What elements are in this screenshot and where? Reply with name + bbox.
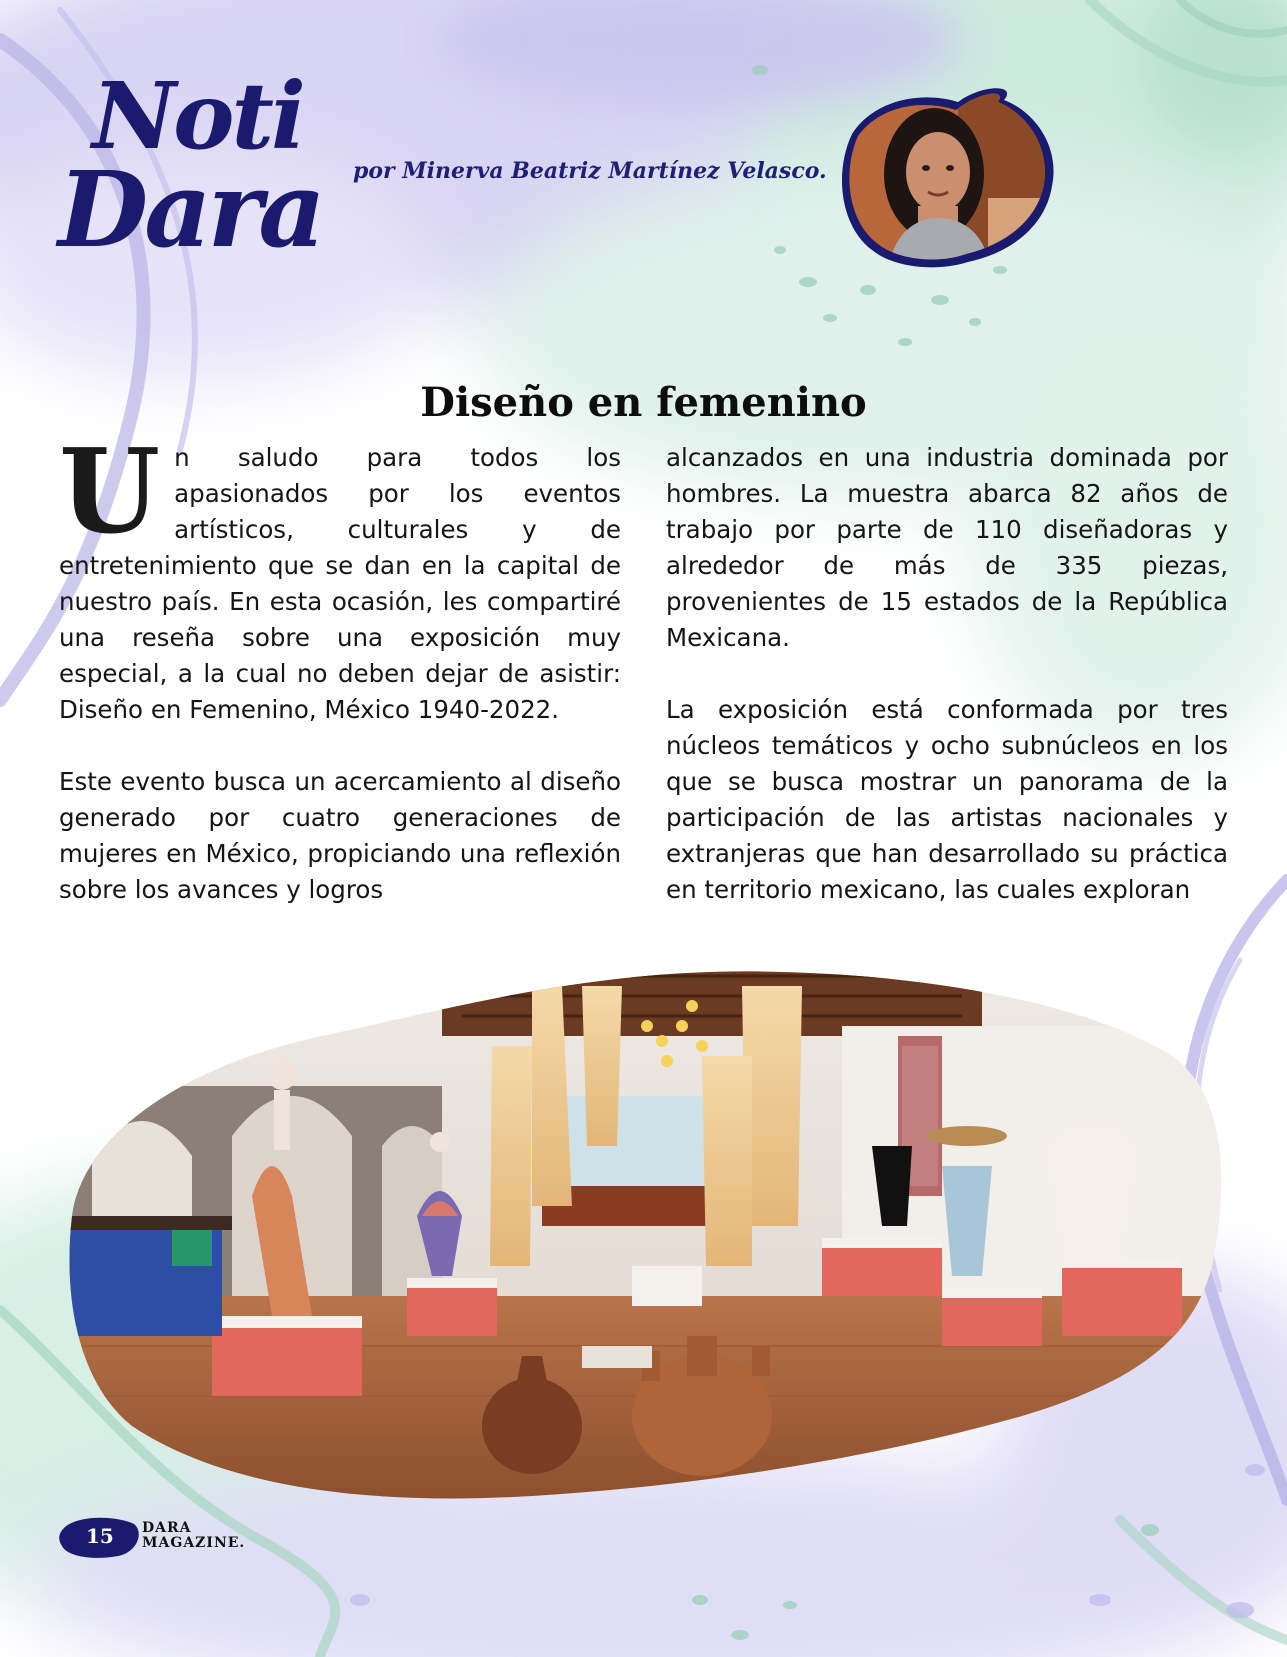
author-portrait (838, 88, 1054, 268)
noti-dara-logo (58, 62, 358, 280)
paragraph-exhibition: La exposición está conformada por tres núcleos temáticos y ocho subnúcleos en los que se busca mostrar un panorama de la participación de las artistas nacionales y extranjeras que han desarrollado su práctica en territorio mexicano, las cuales exploran (666, 695, 1228, 904)
brand-line-magazine: MAGAZINE. (142, 1535, 246, 1551)
paragraph-sample: alcanzados en una industria dominada por hombres. La muestra abarca 82 años de trabajo por parte de 110 diseñadoras y alrededor de más de 335 piezas, provenientes de 15 estados de la República Mexicana. (666, 443, 1228, 652)
article-column-left (59, 424, 621, 944)
page-footer (58, 1514, 268, 1564)
exhibition-photo (62, 966, 1228, 1504)
paragraph-intro-text: n saludo para todos los apasionados por los eventos artísticos, culturales y de entretenimiento que se dan en la capital de nuestro país. En esta ocasión, les compartiré una reseña sobre una exposición muy especial, a la cual no deben dejar de asistir: Diseño en Femenino, México 1940-2022. (59, 443, 621, 724)
logo-line-dara: Dara (58, 148, 322, 271)
paragraph-event: Este evento busca un acercamiento al diseño generado por cuatro generaciones de mujeres en México, propiciando una reflexión sobre los avances y logros (59, 767, 621, 904)
logo-line-noti: Noti (92, 62, 303, 170)
brand-line-dara: DARA (142, 1520, 192, 1536)
paragraph-intro (59, 424, 621, 728)
article-column-right (666, 440, 1228, 944)
author-byline: por Minerva Beatriz Martínez Velasco. (353, 158, 827, 184)
page-number: 15 (86, 1524, 114, 1548)
magazine-brand (142, 1521, 245, 1551)
article-title: Diseño en femenino (420, 378, 867, 426)
drop-cap: U (59, 424, 161, 560)
